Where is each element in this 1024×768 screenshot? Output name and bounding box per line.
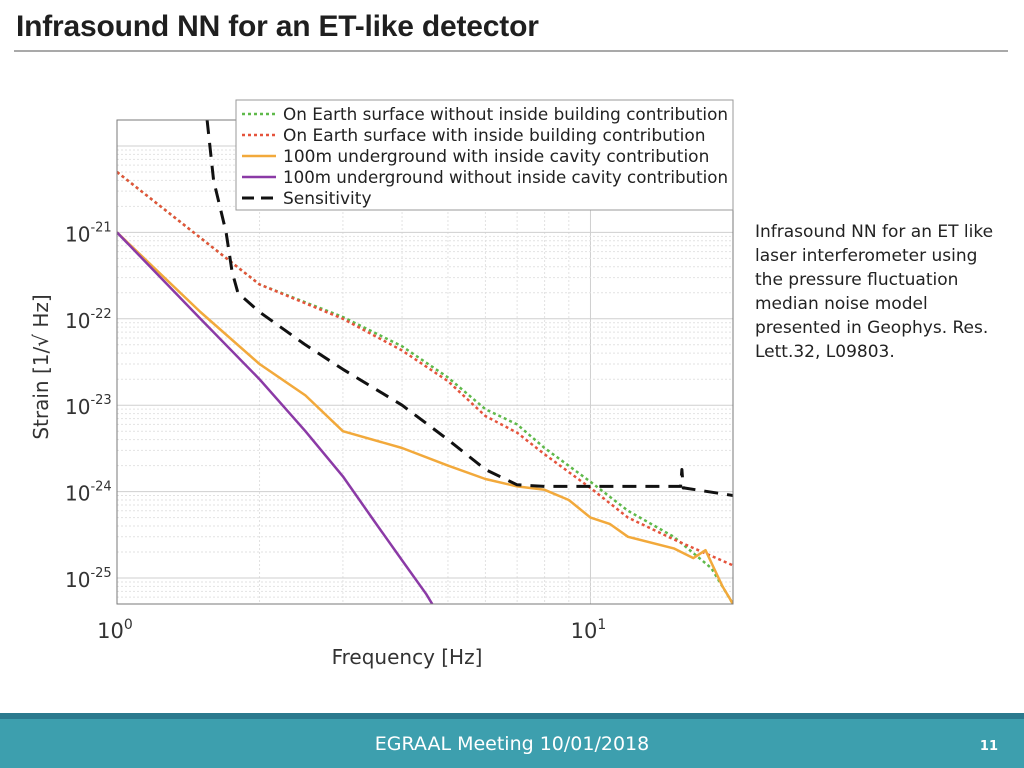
- legend-label-5: Sensitivity: [283, 189, 372, 209]
- y-tick-label-2: $10^{-23}$: [65, 393, 112, 420]
- y-tick-label-4: $10^{-25}$: [65, 565, 112, 592]
- y-tick-exp-0: -21: [90, 220, 112, 236]
- footer-bar: [0, 719, 1024, 768]
- y-tick-exp-1: -22: [90, 306, 112, 322]
- y-tick-exp-3: -24: [90, 479, 112, 495]
- y-tick-exp-4: -25: [90, 565, 112, 581]
- page-number: 11: [979, 739, 998, 754]
- side-description: Infrasound NN for an ET like laser interferometer using the pressure fluctuation median noise model presented in Geophys. Res. Lett.32, L09803.: [755, 222, 994, 362]
- y-axis-label: Strain [1/√ Hz]: [29, 294, 53, 440]
- y-tick-label-3: $10^{-24}$: [65, 479, 112, 506]
- legend-label-2: On Earth surface with inside building contribution: [283, 126, 706, 146]
- x-tick-exp-0: 0: [123, 617, 133, 633]
- legend: [236, 100, 733, 210]
- x-axis-label: Frequency [Hz]: [331, 645, 483, 669]
- x-tick-exp-1: 1: [597, 617, 607, 633]
- y-tick-label-1: $10^{-22}$: [65, 306, 112, 333]
- legend-label-3: 100m underground with inside cavity contribution: [283, 147, 710, 167]
- legend-label-1: On Earth surface without inside building contribution: [283, 105, 728, 125]
- slide-title: Infrasound NN for an ET-like detector: [16, 10, 539, 43]
- y-tick-label-0: $10^{-21}$: [65, 220, 112, 247]
- y-tick-exp-2: -23: [90, 393, 112, 409]
- x-tick-label-1: $10^1$: [570, 617, 607, 643]
- footer-meeting-text: EGRAAL Meeting 10/01/2018: [374, 733, 650, 755]
- legend-label-4: 100m underground without inside cavity contribution: [283, 168, 728, 188]
- x-tick-label-0: $10^0$: [97, 617, 133, 643]
